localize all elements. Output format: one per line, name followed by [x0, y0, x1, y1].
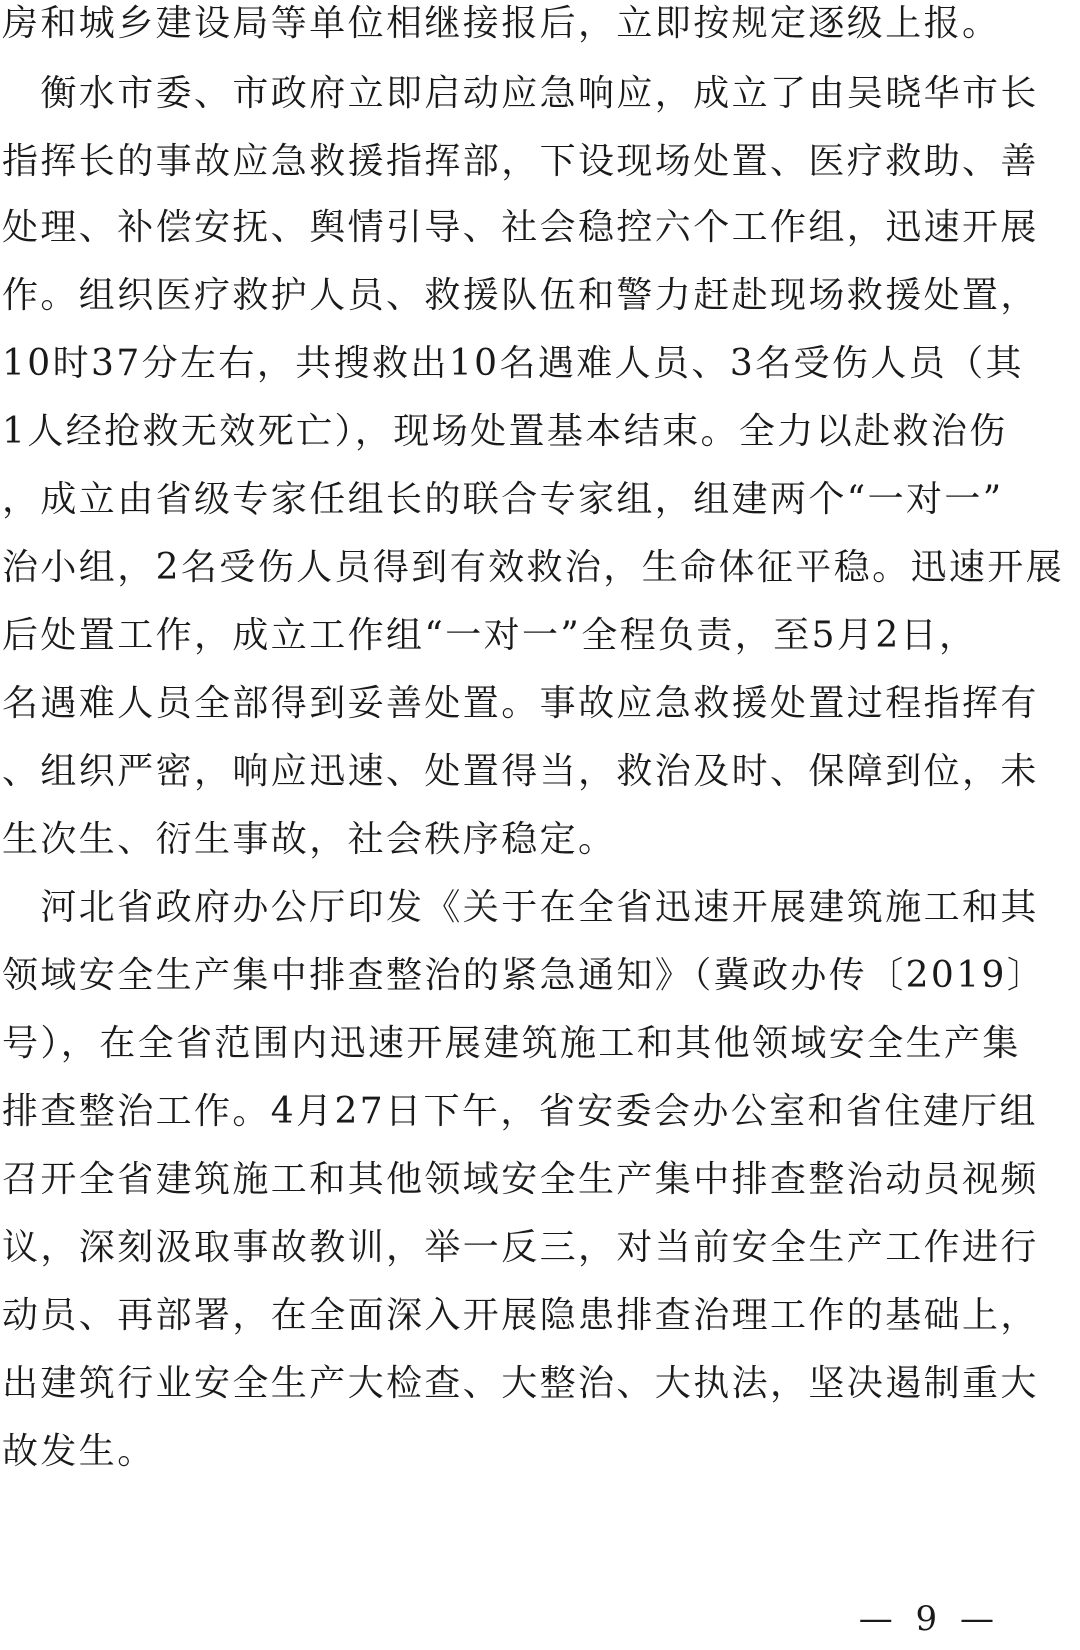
text-line: 生次生、衍生事故，社会秩序稳定。	[2, 819, 617, 860]
text-line: 号），在全省范围内迅速开展建筑施工和其他领域安全生产集	[2, 1023, 1021, 1064]
text-line: 动员、再部署，在全面深入开展隐患排查治理工作的基础上，	[2, 1295, 1039, 1336]
text-line: 10时37分左右，共搜救出10名遇难人员、3名受伤人员（其	[2, 343, 1024, 384]
text-line: 名遇难人员全部得到妥善处置。事故应急救援处置过程指挥有	[2, 683, 1039, 724]
text-line: 处理、补偿安抚、舆情引导、社会稳控六个工作组，迅速开展	[2, 207, 1039, 248]
text-line: 治小组，2名受伤人员得到有效救治，生命体征平稳。迅速开展	[2, 547, 1065, 588]
text-line: 出建筑行业安全生产大检查、大整治、大执法，坚决遏制重大	[2, 1363, 1039, 1404]
page-number: — 9 —	[858, 1599, 1000, 1639]
text-line: 房和城乡建设局等单位相继接报后，立即按规定逐级上报。	[2, 3, 1001, 44]
text-line: 衡水市委、市政府立即启动应急响应，成立了由吴晓华市长	[2, 73, 1039, 114]
text-line: 河北省政府办公厅印发《关于在全省迅速开展建筑施工和其	[2, 887, 1039, 928]
text-line: 后处置工作，成立工作组“一对一”全程负责，至5月2日，	[2, 615, 978, 656]
text-line: ，成立由省级专家任组长的联合专家组，组建两个“一对一”	[2, 479, 1004, 520]
text-line: 故发生。	[2, 1431, 156, 1472]
text-line: 指挥长的事故应急救援指挥部，下设现场处置、医疗救助、善	[2, 141, 1039, 182]
text-line: 召开全省建筑施工和其他领域安全生产集中排查整治动员视频	[2, 1159, 1039, 1200]
text-line: 议，深刻汲取事故教训，举一反三，对当前安全生产工作进行	[2, 1227, 1039, 1268]
text-line: 、组织严密，响应迅速、处置得当，救治及时、保障到位，未	[2, 751, 1039, 792]
text-line: 1人经抢救无效死亡），现场处置基本结束。全力以赴救治伤	[2, 411, 1008, 452]
text-line: 领域安全生产集中排查整治的紧急通知》（冀政办传〔2019〕	[2, 955, 1046, 996]
text-line: 作。组织医疗救护人员、救援队伍和警力赶赴现场救援处置，	[2, 275, 1039, 316]
text-line: 排查整治工作。4月27日下午，省安委会办公室和省住建厅组	[2, 1091, 1038, 1132]
